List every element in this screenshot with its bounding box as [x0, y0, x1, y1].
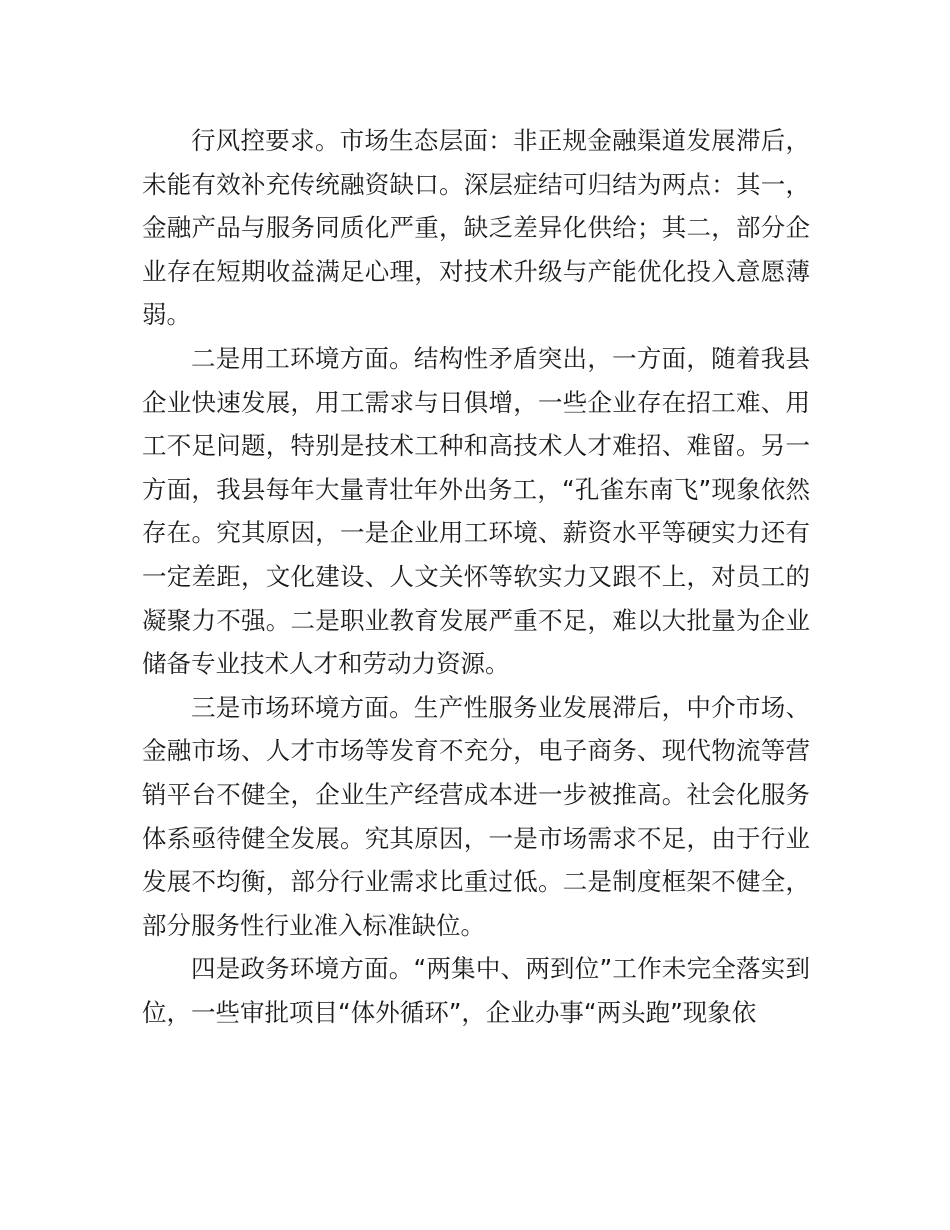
paragraph-labor-environment: 二是用工环境方面。结构性矛盾突出，一方面，随着我县企业快速发展，用工需求与日俱增，一些企业存在招工难、用工不足问题，特别是技术工种和高技术人才难招、难留。另一方面，我县每年大量青壮年外出务工，“孔雀东南飞”现象依然存在。究其原因，一是企业用工环境、薪资水平等硬实力还有一定差距，文化建设、人文关怀等软实力又跟不上，对员工的凝聚力不强。二是职业教育发展严重不足，难以大批量为企业储备专业技术人才和劳动力资源。: [142, 343, 810, 679]
paragraph-risk-control: 行风控要求。市场生态层面：非正规金融渠道发展滞后，未能有效补充传统融资缺口。深层症结可归结为两点：其一，金融产品与服务同质化严重，缺乏差异化供给；其二，部分企业存在短期收益满足心理，对技术升级与产能优化投入意愿薄弱。: [142, 126, 810, 330]
paragraph-market-environment: 三是市场环境方面。生产性服务业发展滞后，中介市场、金融市场、人才市场等发育不充分，电子商务、现代物流等营销平台不健全，企业生产经营成本进一步被推高。社会化服务体系亟待健全发展。究其原因，一是市场需求不足，由于行业发展不均衡，部分行业需求比重过低。二是制度框架不健全，部分服务性行业准入标准缺位。: [142, 692, 810, 940]
document-body: [142, 119, 810, 1034]
paragraph-government-environment: 四是政务环境方面。“两集中、两到位”工作未完全落实到位，一些审批项目“体外循环”，企业办事“两头跑”现象依: [142, 954, 810, 1027]
